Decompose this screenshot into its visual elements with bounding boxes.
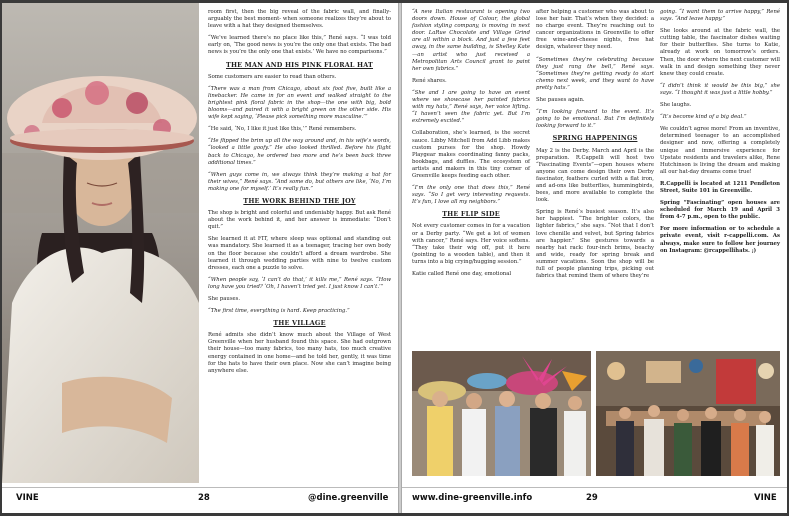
paragraph: R.Cappelli is located at 1211 Pendleton Street, Suite 101 in Greenville. bbox=[660, 180, 780, 194]
paragraph: She laughs. bbox=[660, 102, 692, 109]
paragraph: “He said, ‘No, I like it just like this,’” René remembers. bbox=[208, 126, 357, 133]
section-heading: THE FLIP SIDE bbox=[442, 210, 500, 219]
derby-hats-photo-1 bbox=[412, 351, 591, 476]
paragraph: “I’m the only one that does this,” René says. “So I get very interesting requests. It’s fun, I love all my neighbors.” bbox=[412, 185, 530, 206]
right-text-column-1 bbox=[412, 9, 530, 283]
paragraph: after helping a customer who was about to lose her hair. That’s when they decided: a no charge event. They’re reaching out to cancer organizations in Greenville to offer free wine-and-cheese nights, free hat design, whatever they need. bbox=[536, 9, 654, 51]
paragraph: She learned it at FIT, where sleep was optional and standing out was mandatory. She learned it as a teenager, tracing her own body on the floor because she couldn’t afford a dream wardrobe. She learned it through wedding parties with nine to twelve custom dresses, each one a puzzle to solve. bbox=[208, 236, 391, 271]
paragraph: Not every customer comes in for a vacation or a Derby party. “We get a lot of women with cancer,” René says. Her voice softens. “They take their wig off, put it here (pointing to a wooden table), and then it turns into a big crying/hugging session.” bbox=[412, 223, 530, 265]
paragraph: Katie called René one day, emotional bbox=[412, 271, 512, 277]
paragraph: The shop is bright and colorful and undeniably happy. But ask René about the work behind it, and her answer is immediate: “Don’t quit.” bbox=[208, 210, 391, 231]
paragraph: Collaboration, she’s learned, is the secret sauce. Libby Mitchell from Add Libb makes custom purses for the shop. Howdy Playgear makes coordinating fanny packs, bookbags, and duffles. The ecosystem of artists and makers in this tiny corner of Greenville keeps feeding each other. bbox=[412, 130, 530, 179]
paragraph: “We’ve learned there’s no place like this,” René says. “I was told early on, ‘The good news is you’re the only one that exists. The bad news is you’re the only one that exists.’ We have no comparisons.” bbox=[208, 35, 391, 56]
shop-interior-photo-2 bbox=[596, 351, 780, 476]
section-heading: THE MAN AND HIS PINK FLORAL HAT bbox=[225, 60, 374, 69]
magazine-spread bbox=[2, 3, 787, 513]
paragraph: “It’s become kind of a big deal.” bbox=[660, 114, 747, 121]
paragraph: “A new Italian restaurant is opening two doors down. House of Colour, the global fashion styling company, is moving in next door. LaRue Chocolate and Village Grind are all within a block. And just a few feet away, in the same building, is Shelley Kate—an artist who just received a Metropolitan Arts Council grant to paint her own fabrics.” bbox=[412, 9, 530, 72]
paragraph: “She and I are going to have an event where we showcase her painted fabrics with my hats,” René says, her voice lifting. “I haven’t seen the fabric yet. But I’m extremely excited.” bbox=[412, 89, 530, 125]
footer-page-number: 28 bbox=[198, 493, 210, 503]
footer-page-number: 29 bbox=[586, 493, 598, 503]
paragraph: Spring is René’s busiest season. It’s also her happiest. “The brighter colors, the lighter fabrics,” she says. “Not that I don’t love chenille and velvet, but Spring fabrics are happier.” She gestures towards a nearby hat rack: four-inch brims, beachy and wide, ready for spring break and summer vacations. Soon the shop will be full of people planning trips, picking out fabrics that remind them of where they’re bbox=[536, 209, 654, 280]
paragraph: room first, then the big reveal of the fabric wall, and finally-arguably the best moment- when someone realizes they’re about to leave with a hat they designed themselves. bbox=[208, 9, 391, 30]
paragraph: Spring “Fascinating” open houses are scheduled for March 19 and April 3 from 4-7 p.m., open to the public. bbox=[660, 200, 780, 221]
paragraph: “When people say, ‘I can’t do that,’ it kills me,” René says. “How long have you tried? ‘Oh, I haven’t tried yet. I just know I can’t.’” bbox=[208, 276, 391, 290]
portrait-photo bbox=[2, 3, 199, 483]
paragraph: She looks around at the fabric wall, the cutting table, the fascinator dishes waiting for their butterflies. She turns to Katie, already at work on tomorrow’s orders. Then, the door where the next customer will walk in and design something they never knew they could create. bbox=[660, 28, 780, 77]
right-text-column-3 bbox=[660, 9, 780, 260]
paragraph: going. “I want them to arrive happy,” René says. “And leave happy.” bbox=[660, 9, 780, 23]
paragraph: She pauses again. bbox=[536, 97, 585, 104]
paragraph: Some customers are easier to read than others. bbox=[208, 73, 337, 80]
left-text-column bbox=[208, 9, 391, 380]
woman-in-floral-hat-illustration bbox=[2, 3, 199, 483]
section-heading: THE WORK BEHIND THE JOY bbox=[243, 196, 356, 205]
section-heading: SPRING HAPPENINGS bbox=[552, 134, 638, 143]
left-page bbox=[2, 3, 398, 513]
paragraph: We couldn’t agree more! From an inventive, determined teenager to an accomplished designer and now, offering a completely unique and immersive experience for Upstate residents and travelers alike, Rene Hutchinson is living the dream and making all our hat-day dreams come true! bbox=[660, 126, 780, 175]
right-text-column-2 bbox=[536, 9, 654, 285]
right-page bbox=[402, 3, 787, 513]
footer-brand: VINE bbox=[16, 493, 39, 503]
right-footer bbox=[402, 487, 787, 513]
paragraph: “He flipped the brim up all the way around and, in his wife’s words, “looked a little goofy.” He also looked thrilled. Before his flight back to Chicago, he ordered two more and he’s been back three additional times.” bbox=[208, 138, 391, 166]
left-footer bbox=[2, 487, 398, 513]
paragraph: May 2 is the Derby. March and April is the preparation. R.Cappelli will host two “Fascinating Events”—open houses where anyone can come design their own Derby fascinator, feathers curled with a flat iron, and ad-ons like butterflies, hummingbirds, bees, and more available to complete the look. bbox=[536, 147, 654, 204]
footer-handle: @dine.greenville bbox=[308, 493, 389, 503]
footer-brand: VINE bbox=[754, 493, 777, 503]
paragraph: “I didn’t think it would be this big,” she says. “I thought it was just a little hobby.” bbox=[660, 82, 780, 96]
paragraph: “When guys come in, we always think they’re making a hat for their wives,” René says. “And some do, but others are like, ‘No, I’m making one for myself.’ It’s really fun.” bbox=[208, 171, 391, 192]
paragraph: She pauses. bbox=[208, 296, 241, 302]
paragraph: “Sometimes they’re celebrating because they just rang the bell,” René says. “Sometimes they’re getting ready to start chemo next week, and they want to have pretty hats.” bbox=[536, 56, 654, 91]
paragraph: “There was a man from Chicago, about six foot five, built like a linebacker. He came in for an event and walked straight to the brightest pink floral fabric in the shop—the one with big, bold blooms—and paired it with a bright green on the other side. His wife kept saying, ‘Please pick something more masculine.’” bbox=[208, 85, 391, 121]
paragraph: “The first time, everything is hard. Keep practicing.” bbox=[208, 308, 350, 315]
footer-url: www.dine-greenville.info bbox=[412, 493, 533, 503]
paragraph: René admits she didn’t know much about the Village of West Greenville when her husband found this space. She had outgrown their house—too many fabrics, too many hats, too much creative energy contained in one home—and he told her, gently, it was time for the hats to have their own place. Now she can’t imagine being anywhere else. bbox=[208, 332, 391, 374]
paragraph: For more information or to schedule a private event, visit r-cappelli.com. As always, make sure to follow her journey on Instagram: @rcappellihats. ;) bbox=[660, 226, 780, 254]
paragraph: René shares. bbox=[412, 77, 447, 84]
paragraph: “I’m looking forward to the event. It’s going to be emotional. But I’m definitely looking forward to it.” bbox=[536, 109, 654, 130]
section-heading: THE VILLAGE bbox=[273, 319, 326, 328]
